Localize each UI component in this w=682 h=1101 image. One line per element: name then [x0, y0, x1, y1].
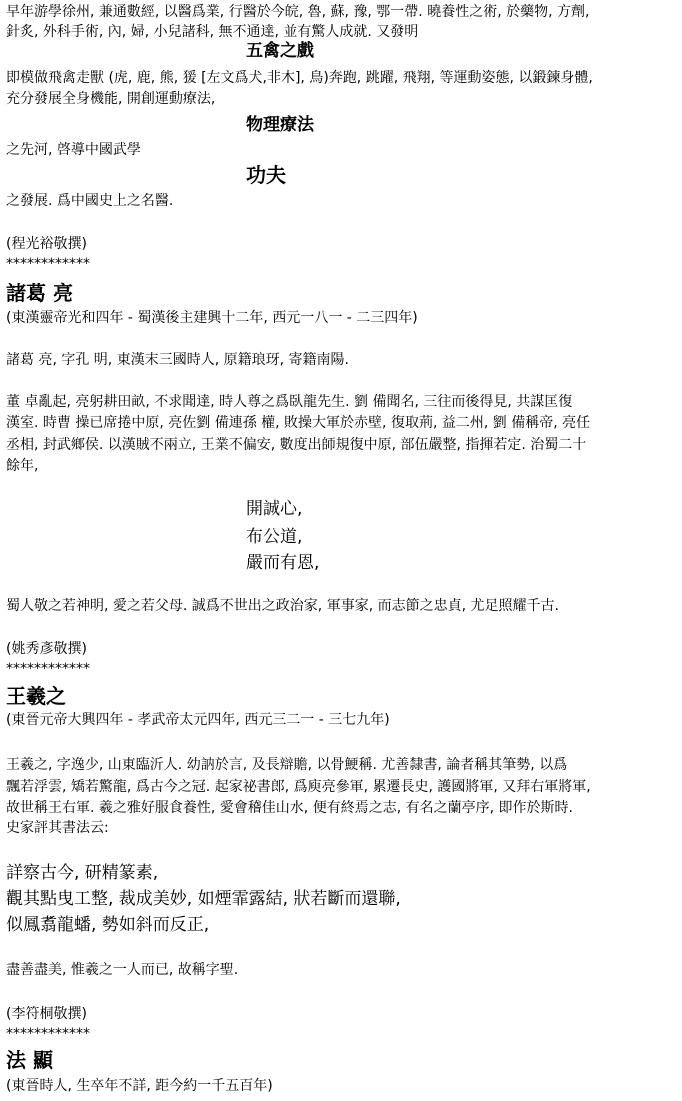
heading-wuqin: 五禽之戲: [246, 41, 314, 61]
hua-tuo-para1-line1: 早年游學徐州, 兼通數經, 以醫爲業, 行醫於今皖, 魯, 蘇, 豫, 鄂一帶. 曉養性之術, 於藥物, 方劑,: [6, 4, 590, 20]
hua-tuo-para2-line1: 即模做飛禽走獸 (虎, 鹿, 熊, 猨 [左文爲犬,非木], 鳥)奔跑, 跳躍, 飛翔, 等運動姿態, 以鍛鍊身體,: [6, 70, 593, 86]
heading-gongfu: 功夫: [246, 163, 286, 187]
zhuge-liang-verse3: 嚴而有恩,: [246, 553, 320, 573]
zhuge-liang-para-line3: 丞相, 封武鄉侯. 以漢賊不兩立, 王業不偏安, 數度出師規復中原, 部伍嚴整, 指揮若定. 治蜀二十: [6, 437, 587, 453]
zhuge-liang-credit: (姚秀彥敬撰): [6, 641, 87, 657]
wang-xizhi-para-line2: 飄若浮雲, 矯若驚龍, 爲古今之冠. 起家祕書郎, 爲庾亮參軍, 累遷長史, 護國將軍, 又拜右軍將軍,: [6, 779, 591, 795]
wang-xizhi-quote1: 詳察古今, 研精篆素,: [6, 863, 159, 883]
zhuge-liang-closing: 蜀人敬之若神明, 愛之若父母. 誠爲不世出之政治家, 軍事家, 而志節之忠貞, 尤足照耀千古.: [6, 598, 559, 614]
fa-xian-name: 法 顯: [6, 1048, 53, 1072]
wang-xizhi-name: 王羲之: [6, 684, 66, 708]
wang-xizhi-closing: 盡善盡美, 惟羲之一人而已, 故稱字聖.: [6, 962, 239, 978]
zhuge-liang-para-line1: 董 卓亂起, 亮躬耕田畝, 不求聞達, 時人尊之爲臥龍先生. 劉 備聞名, 三往而後得見, 共謀匡復: [6, 394, 573, 410]
hua-tuo-para4: 之發展. 爲中國史上之名醫.: [6, 193, 174, 209]
zhuge-liang-para-line4: 餘年,: [6, 458, 39, 474]
separator-stars: ************: [6, 256, 90, 272]
zhuge-liang-name: 諸葛 亮: [6, 281, 73, 305]
wang-xizhi-credit: (李符桐敬撰): [6, 1006, 87, 1022]
wang-xizhi-para-line4: 史家評其書法云:: [6, 820, 109, 836]
hua-tuo-credit: (程光裕敬撰): [6, 236, 87, 252]
separator-stars: ************: [6, 1026, 90, 1042]
wang-xizhi-dates: (東晉元帝大興四年 - 孝武帝太元四年, 西元三二一 - 三七九年): [6, 712, 390, 728]
wang-xizhi-quote2: 觀其點曳工整, 裁成美妙, 如煙霏露結, 狀若斷而還聯,: [6, 889, 401, 909]
wang-xizhi-para-line3: 故世稱王右軍. 羲之雅好服食養性, 愛會稽佳山水, 便有終焉之志, 有名之蘭亭序, 即作於斯時.: [6, 800, 573, 816]
zhuge-liang-para-line2: 漢室. 時曹 操已席捲中原, 亮佐劉 備連孫 權, 敗操大軍於赤壁, 復取荊, 益二州, 劉 備稱帝, 亮任: [6, 415, 591, 431]
heading-wuli: 物理療法: [246, 115, 314, 135]
fa-xian-dates: (東晉時人, 生卒年不詳, 距今約一千五百年): [6, 1078, 273, 1094]
separator-stars: ************: [6, 661, 90, 677]
hua-tuo-para2-line2: 充分發展全身機能, 開創運動療法,: [6, 91, 216, 107]
zhuge-liang-intro: 諸葛 亮, 字孔 明, 東漢末三國時人, 原籍琅玡, 寄籍南陽.: [6, 352, 349, 368]
zhuge-liang-dates: (東漢靈帝光和四年 - 蜀漢後主建興十二年, 西元一八一 - 二三四年): [6, 310, 418, 326]
wang-xizhi-quote3: 似鳳翥龍蟠, 勢如斜而反正,: [6, 915, 210, 935]
hua-tuo-para1-line2: 針炙, 外科手術, 內, 婦, 小兒諸科, 無不通達, 並有驚人成就. 又發明: [6, 24, 419, 40]
zhuge-liang-verse2: 布公道,: [246, 527, 303, 547]
hua-tuo-para3: 之先河, 啓導中國武學: [6, 142, 141, 158]
wang-xizhi-para-line1: 王羲之, 字逸少, 山東臨沂人. 幼訥於言, 及長辯贍, 以骨鯁稱. 尤善隸書, 論者稱其筆勢, 以爲: [6, 757, 568, 773]
zhuge-liang-verse1: 開誠心,: [246, 499, 303, 519]
